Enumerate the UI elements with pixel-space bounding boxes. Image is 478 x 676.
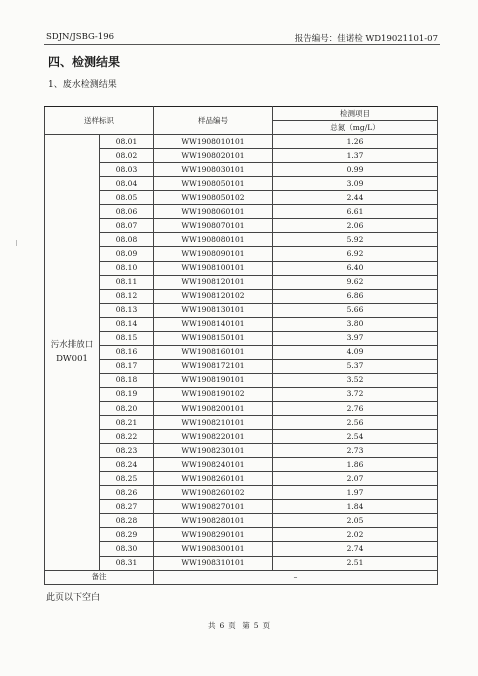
subsection-title: 1、废水检测结果 bbox=[48, 80, 117, 90]
sample-date-cell: 08.30 bbox=[100, 542, 154, 556]
table-row bbox=[45, 149, 438, 163]
total-nitrogen-cell: 6.86 bbox=[273, 289, 438, 303]
scan-edge-mark bbox=[16, 240, 17, 246]
sample-no-cell: WW1908190102 bbox=[154, 387, 273, 401]
table-row bbox=[45, 289, 438, 303]
total-nitrogen-cell: 2.02 bbox=[273, 528, 438, 542]
table-row bbox=[45, 345, 438, 359]
total-nitrogen-cell: 2.76 bbox=[273, 401, 438, 415]
table-row bbox=[45, 219, 438, 233]
total-nitrogen-cell: 2.74 bbox=[273, 542, 438, 556]
total-nitrogen-cell: 3.52 bbox=[273, 373, 438, 387]
total-nitrogen-cell: 3.72 bbox=[273, 387, 438, 401]
page-current-label: 第 bbox=[242, 621, 250, 630]
table-row bbox=[45, 458, 438, 472]
sample-date-cell: 08.03 bbox=[100, 163, 154, 177]
sample-date-cell: 08.14 bbox=[100, 317, 154, 331]
sample-date-cell: 08.09 bbox=[100, 247, 154, 261]
sample-no-cell: WW1908030101 bbox=[154, 163, 273, 177]
table-row bbox=[45, 373, 438, 387]
sample-no-cell: WW1908130101 bbox=[154, 303, 273, 317]
sample-no-cell: WW1908260102 bbox=[154, 486, 273, 500]
sample-site-code: DW001 bbox=[56, 354, 88, 365]
remark-row bbox=[45, 570, 438, 584]
total-nitrogen-cell: 5.66 bbox=[273, 303, 438, 317]
total-nitrogen-cell: 1.97 bbox=[273, 486, 438, 500]
sample-no-cell: WW1908160101 bbox=[154, 345, 273, 359]
sample-date-cell: 08.05 bbox=[100, 191, 154, 205]
sample-no-cell: WW1908010101 bbox=[154, 135, 273, 149]
total-nitrogen-cell: 2.07 bbox=[273, 472, 438, 486]
total-nitrogen-cell: 6.92 bbox=[273, 247, 438, 261]
total-nitrogen-cell: 3.80 bbox=[273, 317, 438, 331]
table-row bbox=[45, 205, 438, 219]
section-title: 四、检测结果 bbox=[48, 55, 121, 69]
sample-date-cell: 08.26 bbox=[100, 486, 154, 500]
table-row bbox=[45, 542, 438, 556]
table-row bbox=[45, 233, 438, 247]
sample-date-cell: 08.18 bbox=[100, 373, 154, 387]
sample-date-cell: 08.29 bbox=[100, 528, 154, 542]
sample-no-cell: WW1908260101 bbox=[154, 472, 273, 486]
sample-date-cell: 08.16 bbox=[100, 345, 154, 359]
page-number bbox=[0, 620, 478, 631]
total-nitrogen-cell: 5.92 bbox=[273, 233, 438, 247]
total-nitrogen-cell: 2.56 bbox=[273, 416, 438, 430]
table-row bbox=[45, 387, 438, 401]
sample-date-cell: 08.01 bbox=[100, 135, 154, 149]
sample-no-cell: WW1908290101 bbox=[154, 528, 273, 542]
sample-no-cell: WW1908080101 bbox=[154, 233, 273, 247]
total-nitrogen-cell: 3.09 bbox=[273, 177, 438, 191]
table-row bbox=[45, 430, 438, 444]
sample-date-cell: 08.10 bbox=[100, 261, 154, 275]
sample-date-cell: 08.22 bbox=[100, 430, 154, 444]
header-divider bbox=[44, 44, 440, 45]
header-sample-site: 送样标识 bbox=[45, 107, 154, 135]
table-row bbox=[45, 472, 438, 486]
header-total-nitrogen: 总氮（mg/L） bbox=[273, 121, 438, 135]
table-row bbox=[45, 486, 438, 500]
sample-no-cell: WW1908070101 bbox=[154, 219, 273, 233]
sample-no-cell: WW1908200101 bbox=[154, 401, 273, 415]
table-row bbox=[45, 261, 438, 275]
page-total: 6 bbox=[219, 621, 225, 630]
sample-date-cell: 08.24 bbox=[100, 458, 154, 472]
sample-date-cell: 08.20 bbox=[100, 401, 154, 415]
sample-no-cell: WW1908220101 bbox=[154, 430, 273, 444]
sample-no-cell: WW1908020101 bbox=[154, 149, 273, 163]
sample-date-cell: 08.23 bbox=[100, 444, 154, 458]
sample-date-cell: 08.25 bbox=[100, 472, 154, 486]
sample-site-name: 污水排放口 bbox=[50, 340, 94, 351]
table-row bbox=[45, 177, 438, 191]
table-row bbox=[45, 331, 438, 345]
total-nitrogen-cell: 2.05 bbox=[273, 514, 438, 528]
sample-date-cell: 08.04 bbox=[100, 177, 154, 191]
table-row bbox=[45, 528, 438, 542]
sample-date-cell: 08.21 bbox=[100, 416, 154, 430]
table-header-row bbox=[45, 107, 438, 121]
sample-no-cell: WW1908120102 bbox=[154, 289, 273, 303]
table-row bbox=[45, 303, 438, 317]
sample-no-cell: WW1908140101 bbox=[154, 317, 273, 331]
header-sample-no: 样品编号 bbox=[154, 107, 273, 135]
sample-no-cell: WW1908120101 bbox=[154, 275, 273, 289]
table-row bbox=[45, 500, 438, 514]
results-table-container bbox=[44, 106, 437, 585]
table-row bbox=[45, 416, 438, 430]
sample-no-cell: WW1908230101 bbox=[154, 444, 273, 458]
table-row bbox=[45, 444, 438, 458]
sample-date-cell: 08.31 bbox=[100, 556, 154, 570]
table-row bbox=[45, 317, 438, 331]
total-nitrogen-cell: 0.99 bbox=[273, 163, 438, 177]
remark-label: 备注 bbox=[45, 570, 154, 584]
sample-date-cell: 08.02 bbox=[100, 149, 154, 163]
page-total-label: 共 bbox=[208, 621, 216, 630]
sample-date-cell: 08.08 bbox=[100, 233, 154, 247]
total-nitrogen-cell: 1.84 bbox=[273, 500, 438, 514]
sample-site-cell bbox=[45, 135, 100, 570]
table-row bbox=[45, 401, 438, 415]
sample-no-cell: WW1908310101 bbox=[154, 556, 273, 570]
total-nitrogen-cell: 1.37 bbox=[273, 149, 438, 163]
page-current: 5 bbox=[253, 621, 259, 630]
total-nitrogen-cell: 2.06 bbox=[273, 219, 438, 233]
table-body bbox=[45, 135, 438, 570]
sample-no-cell: WW1908150101 bbox=[154, 331, 273, 345]
page-current-unit: 页 bbox=[262, 621, 270, 630]
report-number: 报告编号：佳诺检 WD19021101-07 bbox=[294, 34, 438, 44]
total-nitrogen-cell: 6.61 bbox=[273, 205, 438, 219]
table-row bbox=[45, 163, 438, 177]
sample-no-cell: WW1908210101 bbox=[154, 416, 273, 430]
sample-no-cell: WW1908100101 bbox=[154, 261, 273, 275]
total-nitrogen-cell: 3.97 bbox=[273, 331, 438, 345]
sample-no-cell: WW1908190101 bbox=[154, 373, 273, 387]
sample-no-cell: WW1908240101 bbox=[154, 458, 273, 472]
total-nitrogen-cell: 5.37 bbox=[273, 359, 438, 373]
sample-no-cell: WW1908300101 bbox=[154, 542, 273, 556]
total-nitrogen-cell: 2.54 bbox=[273, 430, 438, 444]
total-nitrogen-cell: 4.09 bbox=[273, 345, 438, 359]
sample-no-cell: WW1908172101 bbox=[154, 359, 273, 373]
total-nitrogen-cell: 6.40 bbox=[273, 261, 438, 275]
sample-date-cell: 08.06 bbox=[100, 205, 154, 219]
total-nitrogen-cell: 2.51 bbox=[273, 556, 438, 570]
table-row bbox=[45, 359, 438, 373]
sample-no-cell: WW1908050101 bbox=[154, 177, 273, 191]
sample-date-cell: 08.07 bbox=[100, 219, 154, 233]
sample-date-cell: 08.13 bbox=[100, 303, 154, 317]
total-nitrogen-cell: 1.26 bbox=[273, 135, 438, 149]
sample-date-cell: 08.19 bbox=[100, 387, 154, 401]
table-row bbox=[45, 275, 438, 289]
table-row bbox=[45, 247, 438, 261]
header-test-item: 检测项目 bbox=[273, 107, 438, 121]
sample-no-cell: WW1908050102 bbox=[154, 191, 273, 205]
total-nitrogen-cell: 2.73 bbox=[273, 444, 438, 458]
sample-no-cell: WW1908270101 bbox=[154, 500, 273, 514]
total-nitrogen-cell: 1.86 bbox=[273, 458, 438, 472]
report-standard-code: SDJN/JSBG-196 bbox=[46, 32, 115, 42]
wastewater-results-table bbox=[44, 106, 438, 585]
sample-date-cell: 08.17 bbox=[100, 359, 154, 373]
page-unit: 页 bbox=[228, 621, 236, 630]
table-row bbox=[45, 514, 438, 528]
sample-date-cell: 08.12 bbox=[100, 289, 154, 303]
table-row bbox=[45, 556, 438, 570]
sample-date-cell: 08.28 bbox=[100, 514, 154, 528]
sample-date-cell: 08.27 bbox=[100, 500, 154, 514]
sample-no-cell: WW1908060101 bbox=[154, 205, 273, 219]
blank-below-note: 此页以下空白 bbox=[46, 593, 101, 603]
sample-no-cell: WW1908280101 bbox=[154, 514, 273, 528]
sample-no-cell: WW1908090101 bbox=[154, 247, 273, 261]
sample-date-cell: 08.11 bbox=[100, 275, 154, 289]
remark-value: – bbox=[154, 570, 438, 584]
table-row bbox=[45, 135, 438, 149]
table-row bbox=[45, 191, 438, 205]
total-nitrogen-cell: 9.62 bbox=[273, 275, 438, 289]
total-nitrogen-cell: 2.44 bbox=[273, 191, 438, 205]
sample-date-cell: 08.15 bbox=[100, 331, 154, 345]
